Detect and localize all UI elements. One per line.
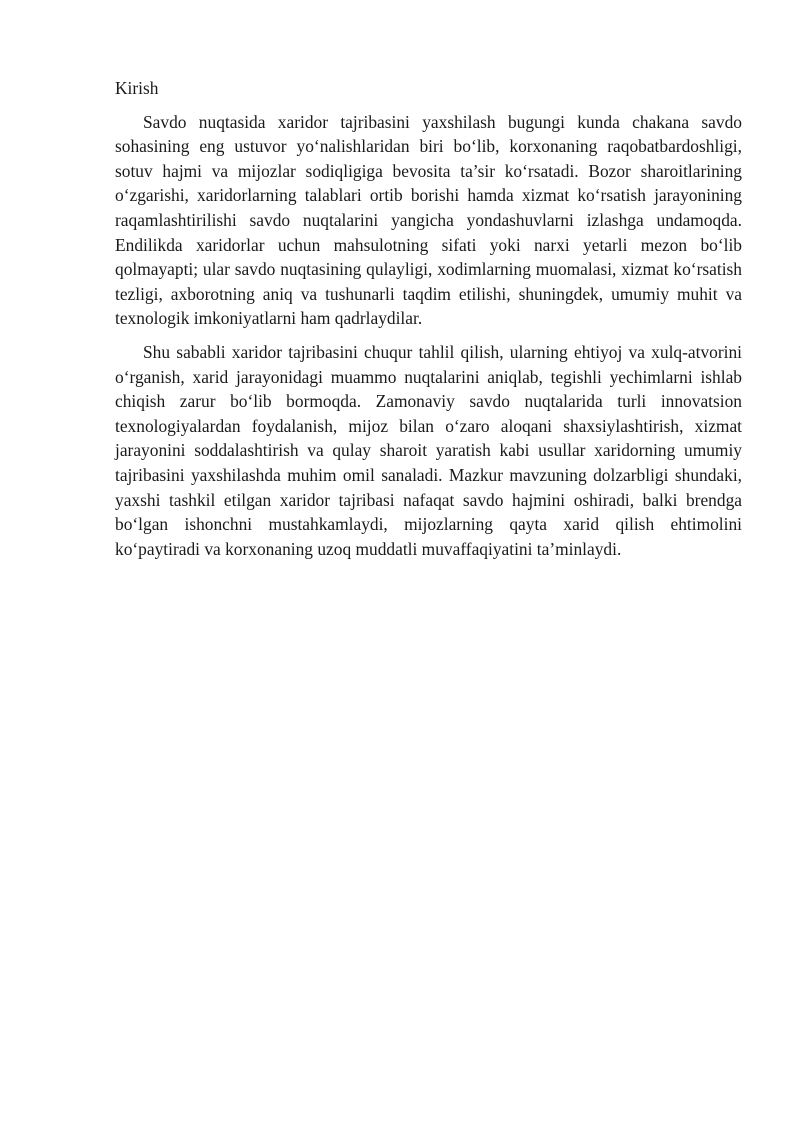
section-heading: Kirish [115, 78, 159, 98]
document-body [115, 76, 742, 570]
paragraph-1: Savdo nuqtasida xaridor tajribasini yaxshilash bugungi kunda chakana savdo sohasining eng ustuvor yo‘nalishlaridan biri bo‘lib, korxonaning raqobatbardoshligi, sotuv hajmi va mijozlar sodiqligiga bevosita ta’sir ko‘rsatadi. Bozor sharoitlarining o‘zgarishi, xaridorlarning talablari ortib borishi hamda xizmat ko‘rsatish jarayonining raqamlashtirilishi savdo nuqtalarini yangicha yondashuvlarni izlashga undamoqda. Endilikda xaridorlar uchun mahsulotning sifati yoki narxi yetarli mezon bo‘lib qolmayapti; ular savdo nuqtasining qulayligi, xodimlarning muomalasi, xizmat ko‘rsatish tezligi, axborotning aniq va tushunarli taqdim etilishi, shuningdek, umumiy muhit va texnologik imkoniyatlarni ham qadrlaydilar. [115, 111, 742, 329]
paragraph-2: Shu sababli xaridor tajribasini chuqur tahlil qilish, ularning ehtiyoj va xulq-atvorini o‘rganish, xarid jarayonidagi muammo nuqtalarini aniqlab, tegishli yechimlarni ishlab chiqish zarur bo‘lib bormoqda. Zamonaviy savdo nuqtalarida turli innovatsion texnologiyalardan foydalanish, mijoz bilan o‘zaro aloqani shaxsiylashtirish, xizmat jarayonini soddalashtirish va qulay sharoit yaratish kabi usullar xaridorning umumiy tajribasini yaxshilashda muhim omil sanaladi. Mazkur mavzuning dolzarbligi shundaki, yaxshi tashkil etilgan xaridor tajribasi nafaqat savdo hajmini oshiradi, balki brendga bo‘lgan ishonchni mustahkamlaydi, mijozlarning qayta xarid qilish ehtimolini ko‘paytiradi va korxonaning uzoq muddatli muvaffaqiyatini ta’minlaydi. [115, 341, 742, 559]
